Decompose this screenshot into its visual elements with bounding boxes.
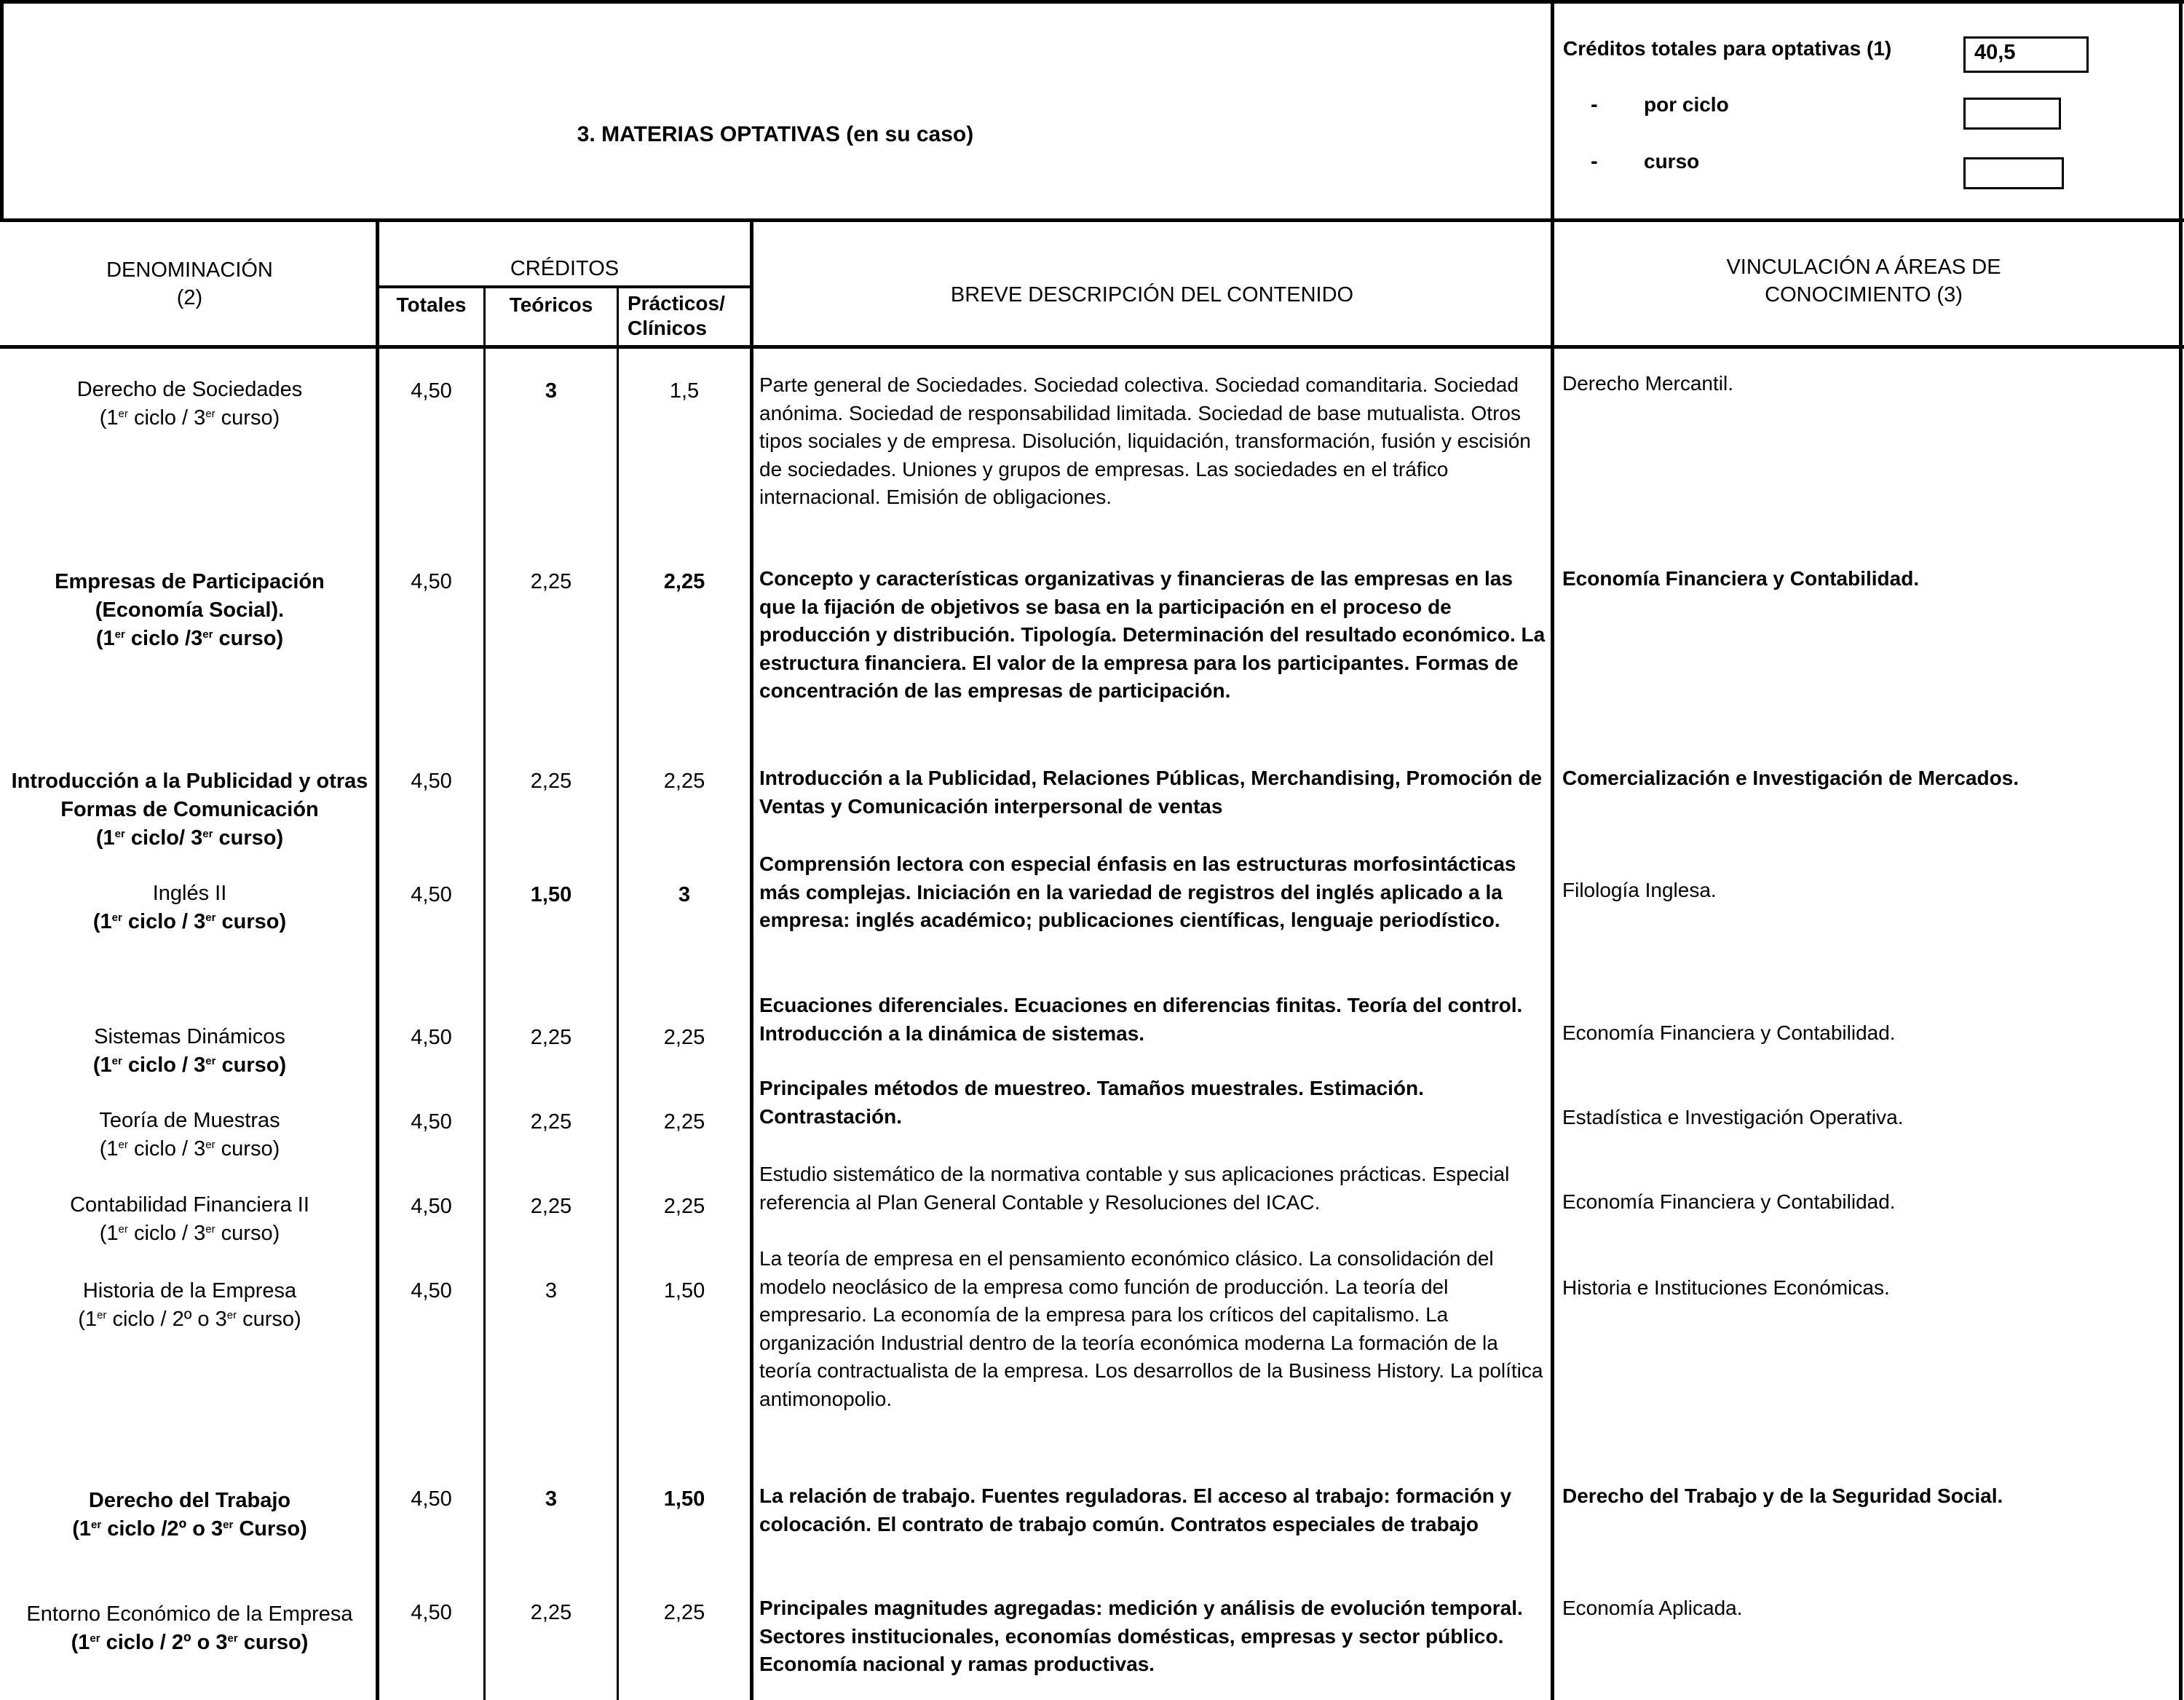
subject-cycle: (1er ciclo /3er curso) (95, 627, 284, 650)
credits-totales: 4,50 (411, 1601, 452, 1624)
content-description: Comprensión lectora con especial énfasis en las estructuras morfosintácticas más complejas. Iniciación en la variedad de registros del inglés aplicado a la empresa: inglés académico; publicaciones científicas, lenguaje periodístico. (759, 853, 1516, 931)
subject-cycle: (1er ciclo/ 3er curso) (95, 826, 284, 850)
credits-practicos: 2,25 (663, 1026, 705, 1049)
subject-cycle: (1er ciclo / 2º o 3er curso) (71, 1631, 309, 1654)
knowledge-area: Historia e Instituciones Económicas. (1562, 1276, 1890, 1299)
content-description: Parte general de Sociedades. Sociedad colectiva. Sociedad comanditaria. Sociedad anónima. Sociedad de responsabilidad limitada. Sociedad de base mutualista. Otros tipos sociales y de empresa. Disolución, liquidación, transformación, fusión y escisión de sociedades. Uniones y grupos de empresas. Las sociedades en el tráfico internacional. Emisión de obligaciones. (759, 373, 1531, 508)
ciclo-value (1963, 98, 2061, 130)
content-description: Principales magnitudes agregadas: medición y análisis de evolución temporal. Sectores institucionales, economías domésticas, empresas y sector público. Economía nacional y ramas productivas. (759, 1597, 1523, 1675)
credits-totales: 4,50 (411, 1026, 452, 1049)
subject-name: Derecho del Trabajo (1er ciclo /2º o 3er Curso) (4, 1487, 376, 1543)
credits-totales: 4,50 (411, 1195, 452, 1218)
credits-practicos: 1,50 (663, 1279, 705, 1302)
credits-totales: 4,50 (411, 1279, 452, 1302)
credits-teoricos: 2,25 (530, 1601, 572, 1624)
knowledge-area: Filología Inglesa. (1562, 879, 1717, 901)
credits-teoricos: 2,25 (530, 770, 572, 793)
credits-totales: 4,50 (411, 570, 452, 593)
credits-teoricos: 3 (545, 379, 558, 403)
content-description: La teoría de empresa en el pensamiento económico clásico. La consolidación del modelo neoclásico de la empresa como función de producción. La teoría del empresario. La economía de la empresa para los críticos del capitalismo. La organización Industrial dentro de la teoría económica moderna La formación de la teoría contractualista de la empresa. Los desarrollos de la Business History. La política antimonopolio. (759, 1247, 1543, 1410)
col-divider-names (376, 218, 379, 1700)
credits-teoricos: 2,25 (530, 570, 572, 593)
header-teoricos: Teóricos (509, 293, 593, 316)
curso-dash: - (1591, 150, 1598, 173)
subject-cycle: (1er ciclo / 3er curso) (92, 1053, 287, 1077)
ciclo-dash: - (1591, 93, 1598, 116)
total-credits-value: 40,5 (1963, 36, 2089, 73)
knowledge-area: Derecho del Trabajo y de la Seguridad Social. (1562, 1484, 2003, 1507)
header-vinculacion: VINCULACIÓN A ÁREAS DE CONOCIMIENTO (3) (1726, 256, 2001, 307)
header-bottom-border (0, 345, 2184, 349)
credits-practicos: 1,50 (663, 1487, 705, 1511)
col-divider-credits (750, 218, 753, 1700)
content-description: Estudio sistemático de la normativa contable y sus aplicaciones prácticas. Especial referencia al Plan General Contable y Resoluciones del ICAC. (759, 1163, 1510, 1214)
header-descripcion: BREVE DESCRIPCIÓN DEL CONTENIDO (950, 283, 1354, 307)
total-credits-label: Créditos totales para optativas (1) (1563, 37, 1892, 60)
subject-name: Historia de la Empresa (1er ciclo / 2º o 3er curso) (4, 1277, 376, 1334)
knowledge-area: Economía Financiera y Contabilidad. (1562, 567, 1920, 590)
knowledge-area: Comercialización e Investigación de Mercados. (1562, 767, 2019, 789)
subject-name: Derecho de Sociedades (1er ciclo / 3er curso) (4, 376, 376, 432)
content-description: Concepto y características organizativas y financieras de las empresas en las que la fijación de objetivos se basa en la participación en el proceso de producción y distribución. Tipología. Determinación del resultado económico. La estructura financiera. El valor de la empresa para los participantes. Formas de concentración de las empresas de participación. (759, 567, 1546, 702)
credits-practicos: 2,25 (663, 1110, 705, 1134)
knowledge-area: Economía Aplicada. (1562, 1597, 1743, 1619)
subject-name: Sistemas Dinámicos (1er ciclo / 3er curso) (4, 1023, 376, 1080)
subject-cycle: (1er ciclo /2º o 3er Curso) (72, 1517, 307, 1541)
curso-label: curso (1644, 150, 1700, 173)
content-description: Principales métodos de muestreo. Tamaños muestrales. Estimación. Contrastación. (759, 1077, 1424, 1128)
subject-name: Introducción a la Publicidad y otras Formas de Comunicación (1er ciclo/ 3er curso) (4, 767, 376, 853)
left-border (0, 0, 4, 222)
header-totales: Totales (396, 293, 467, 316)
subject-cycle: (1er ciclo / 3er curso) (99, 1137, 280, 1161)
knowledge-area: Economía Financiera y Contabilidad. (1562, 1190, 1896, 1213)
header-creditos: CRÉDITOS (510, 257, 620, 280)
credits-totales: 4,50 (411, 379, 452, 403)
credits-teoricos: 2,25 (530, 1110, 572, 1134)
ciclo-label: por ciclo (1644, 93, 1729, 116)
credits-practicos: 2,25 (663, 1601, 705, 1624)
credits-practicos: 2,25 (663, 770, 705, 793)
subject-cycle: (1er ciclo / 3er curso) (99, 1222, 280, 1245)
subject-name: Contabilidad Financiera II (1er ciclo / 3er curso) (4, 1191, 376, 1248)
credits-practicos: 1,5 (669, 379, 700, 403)
subject-name: Inglés II (1er ciclo / 3er curso) (4, 879, 376, 936)
header-practicos: Prácticos/ Clínicos (628, 292, 725, 339)
curso-value (1963, 157, 2064, 189)
subject-name: Empresas de Participación (Economía Social). (1er ciclo /3er curso) (4, 568, 376, 653)
content-description: Introducción a la Publicidad, Relaciones Públicas, Merchandising, Promoción de Ventas y Comunicación interpersonal de ventas (759, 767, 1543, 818)
credits-totales: 4,50 (411, 883, 452, 906)
right-border (2179, 0, 2183, 1700)
header-denominacion: DENOMINACIÓN (2) (106, 258, 273, 309)
knowledge-area: Economía Financiera y Contabilidad. (1562, 1021, 1896, 1044)
credits-teoricos: 2,25 (530, 1195, 572, 1218)
credits-totales: 4,50 (411, 1487, 452, 1511)
credits-practicos: 3 (678, 883, 691, 906)
subject-cycle: (1er ciclo / 3er curso) (92, 910, 287, 933)
subject-cycle: (1er ciclo / 2º o 3er curso) (78, 1308, 301, 1331)
title-bottom-border (0, 218, 2184, 222)
credits-teoricos: 1,50 (530, 883, 572, 906)
content-description: Ecuaciones diferenciales. Ecuaciones en diferencias finitas. Teoría del control. Introducción a la dinámica de sistemas. (759, 994, 1523, 1045)
subject-name: Entorno Económico de la Empresa (1er ciclo / 2º o 3er curso) (4, 1600, 376, 1657)
content-description: La relación de trabajo. Fuentes reguladoras. El acceso al trabajo: formación y colocación. El contrato de trabajo común. Contratos especiales de trabajo (759, 1484, 1512, 1535)
subject-name: Teoría de Muestras (1er ciclo / 3er curso) (4, 1107, 376, 1163)
credits-totales: 4,50 (411, 1110, 452, 1134)
credits-practicos: 2,25 (663, 570, 705, 593)
credits-totales: 4,50 (411, 770, 452, 793)
credits-teoricos: 3 (545, 1279, 558, 1302)
subject-cycle: (1er ciclo / 3er curso) (99, 406, 280, 430)
knowledge-area: Derecho Mercantil. (1562, 372, 1733, 395)
credits-teoricos: 2,25 (530, 1026, 572, 1049)
knowledge-area: Estadística e Investigación Operativa. (1562, 1106, 1904, 1128)
creditos-underline (376, 285, 753, 288)
credits-teoricos: 3 (545, 1487, 558, 1511)
title-divider (1551, 0, 1554, 1700)
credits-practicos: 2,25 (663, 1195, 705, 1218)
top-border (0, 0, 2184, 4)
section-title: 3. MATERIAS OPTATIVAS (en su caso) (577, 122, 974, 146)
